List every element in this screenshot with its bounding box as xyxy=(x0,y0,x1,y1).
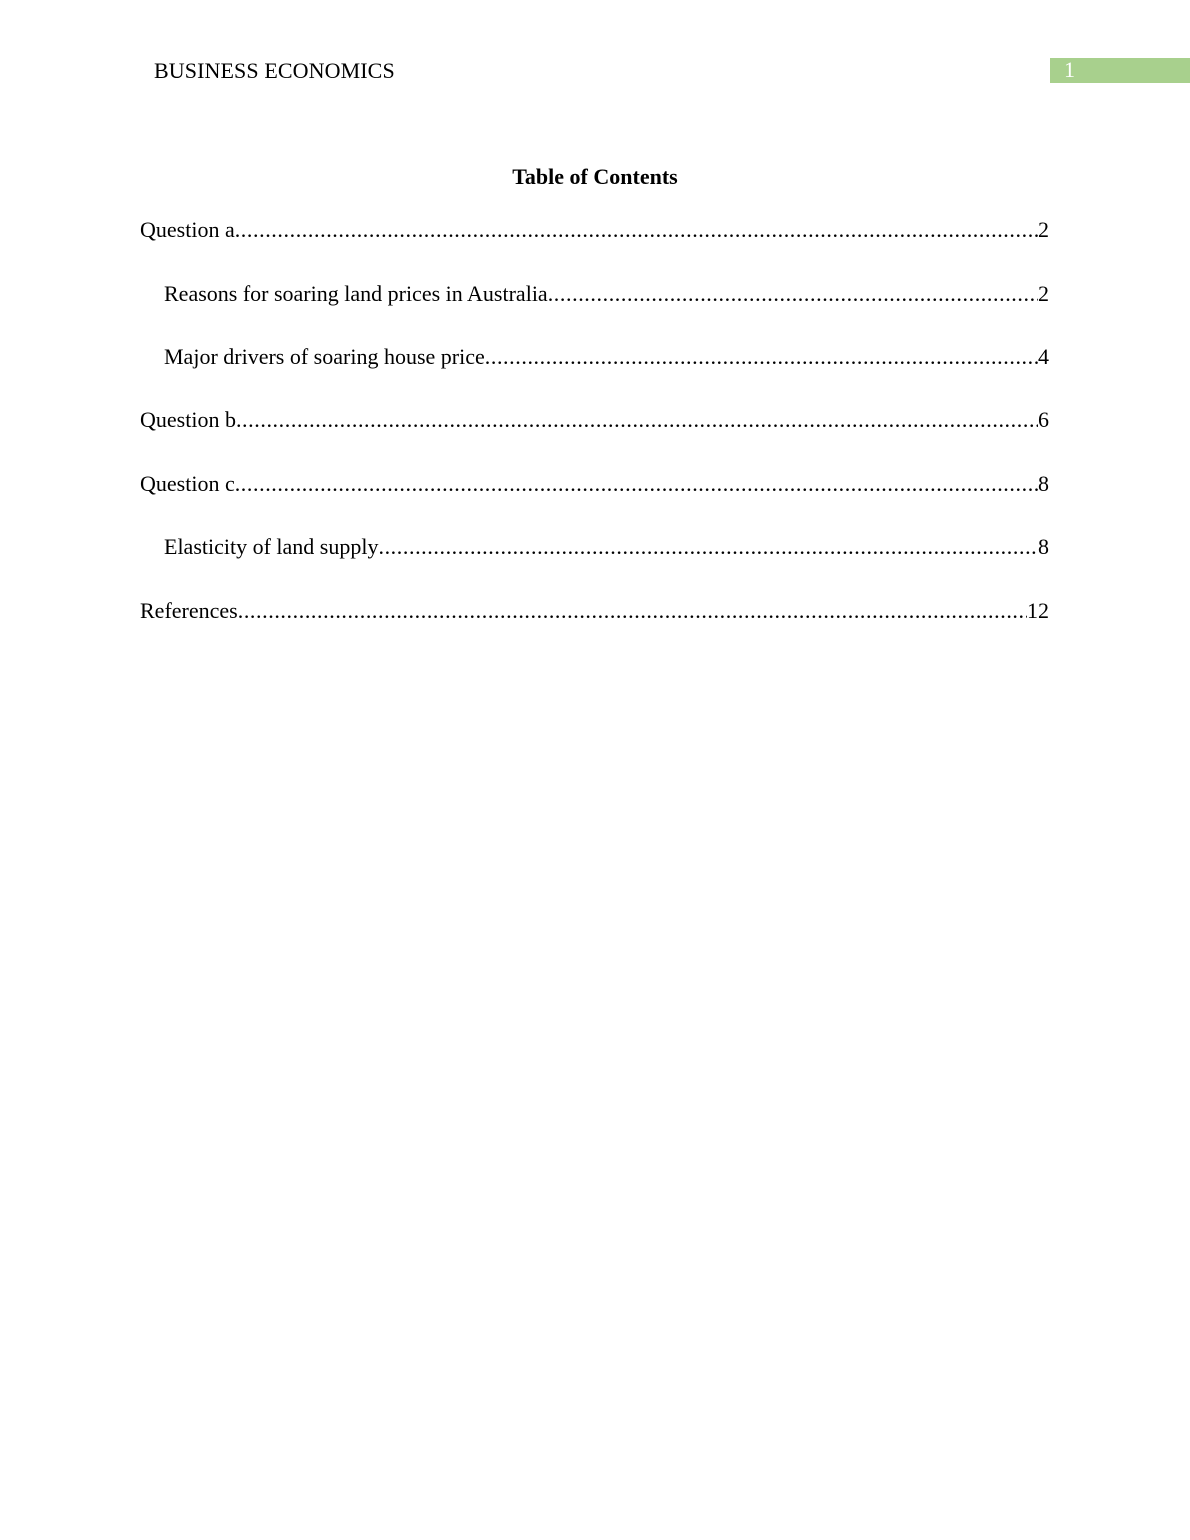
toc-entry-label: References xyxy=(140,598,238,623)
toc-entry-page: 12 xyxy=(1027,598,1049,623)
toc-dot-leader xyxy=(238,596,1027,626)
toc-entry-page: 8 xyxy=(1038,471,1049,496)
toc-entry-elasticity-land-supply[interactable] xyxy=(164,532,1049,562)
toc-heading: Table of Contents xyxy=(512,164,678,189)
toc-dot-leader xyxy=(236,405,1038,435)
toc-entry-references[interactable] xyxy=(140,596,1049,626)
toc-entry-label: Major drivers of soaring house price xyxy=(164,344,485,369)
toc-entry-reasons-soaring-land-prices[interactable] xyxy=(164,279,1049,309)
toc-entry-page: 4 xyxy=(1038,344,1049,369)
toc-entry-page: 6 xyxy=(1038,407,1049,432)
toc-entry-label: Question b xyxy=(140,407,236,432)
toc-dot-leader xyxy=(378,532,1038,562)
running-header-title: BUSINESS ECONOMICS xyxy=(154,58,395,83)
toc-entry-question-a[interactable] xyxy=(140,215,1049,245)
toc-entry-label: Reasons for soaring land prices in Australia xyxy=(164,281,548,306)
page-number: 1 xyxy=(1064,57,1075,82)
toc-entry-label: Question a xyxy=(140,217,235,242)
toc-entry-label: Question c xyxy=(140,471,235,496)
toc-entry-page: 2 xyxy=(1038,281,1049,306)
toc-dot-leader xyxy=(235,469,1038,499)
toc-dot-leader xyxy=(548,279,1038,309)
toc-dot-leader xyxy=(235,215,1038,245)
toc-dot-leader xyxy=(485,342,1038,372)
toc-entry-label: Elasticity of land supply xyxy=(164,534,379,559)
toc-entry-page: 2 xyxy=(1038,217,1049,242)
toc-entry-question-c[interactable] xyxy=(140,469,1049,499)
toc-entry-major-drivers-house-price[interactable] xyxy=(164,342,1049,372)
toc-entry-question-b[interactable] xyxy=(140,405,1049,435)
page-number-badge xyxy=(1050,58,1190,83)
toc-entry-page: 8 xyxy=(1038,534,1049,559)
